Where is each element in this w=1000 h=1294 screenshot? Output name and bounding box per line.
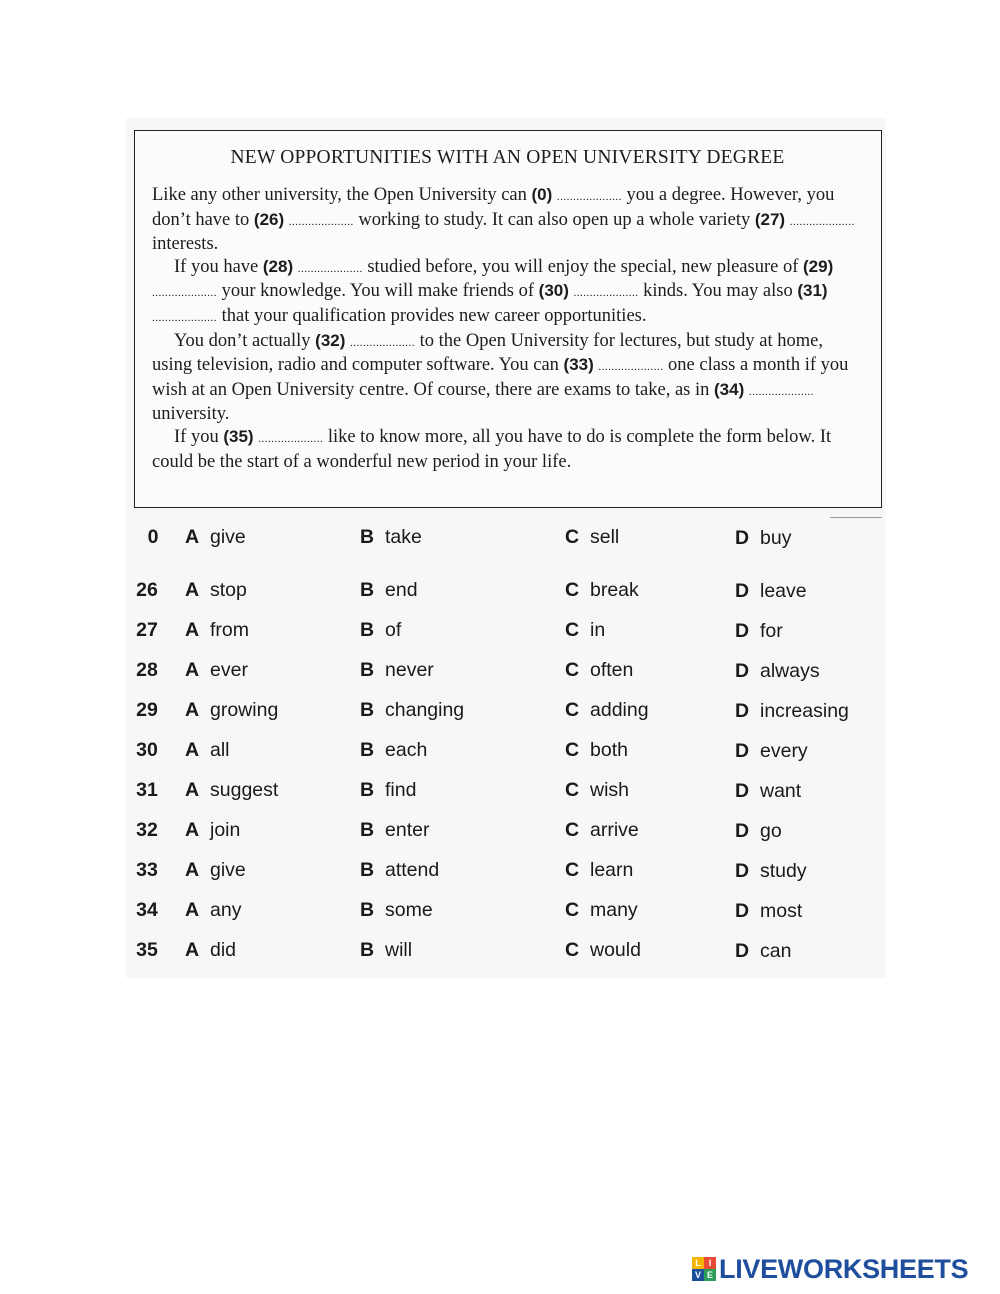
option-c[interactable]: C arrive — [565, 819, 639, 841]
passage-box — [134, 130, 882, 508]
options-row-26 — [126, 579, 886, 609]
option-c[interactable]: C wish — [565, 779, 630, 801]
option-a[interactable]: A did — [185, 939, 237, 961]
option-d[interactable]: D leave — [735, 580, 807, 602]
option-d[interactable]: D for — [735, 620, 783, 642]
option-d[interactable]: D every — [735, 740, 808, 762]
option-a[interactable]: A stop — [185, 579, 247, 601]
option-d[interactable]: D can — [735, 940, 792, 962]
question-number: 33 — [136, 859, 158, 881]
paragraph-3: You don’t actually (32) .................... to the Open University for lectures, but study at home, using television, radio and computer software. You can (33) .................... one class a month if you wish at an Open University centre. Of course, there are exams to take, as in (34) .................... university. — [152, 330, 849, 425]
question-number: 31 — [136, 779, 158, 801]
option-c[interactable]: C both — [565, 739, 628, 761]
gap-33[interactable]: .................... — [598, 361, 664, 374]
options-row-30 — [126, 739, 886, 769]
option-d[interactable]: D increasing — [735, 700, 849, 722]
gap-number-32: (32) — [315, 330, 346, 350]
liveworksheets-logo-icon: L I V E — [692, 1257, 716, 1281]
option-a[interactable]: A ever — [185, 659, 248, 681]
option-d[interactable]: D always — [735, 660, 820, 682]
gap-number-35: (35) — [223, 426, 254, 446]
question-number: 27 — [136, 619, 158, 641]
gap-34[interactable]: .................... — [748, 385, 814, 398]
question-number: 30 — [136, 739, 158, 761]
option-a[interactable]: A all — [185, 739, 230, 761]
options-row-35 — [126, 939, 886, 969]
option-c[interactable]: C learn — [565, 859, 634, 881]
option-c[interactable]: C would — [565, 939, 641, 961]
option-b[interactable]: B will — [360, 939, 413, 961]
option-b[interactable]: B some — [360, 899, 433, 921]
option-b[interactable]: B find — [360, 779, 417, 801]
options-row-28 — [126, 659, 886, 689]
option-b[interactable]: B changing — [360, 699, 465, 721]
options-row-32 — [126, 819, 886, 849]
liveworksheets-logo[interactable] — [692, 1253, 968, 1285]
option-c[interactable]: C in — [565, 619, 606, 641]
gap-29[interactable]: .................... — [152, 287, 217, 300]
question-number: 28 — [136, 659, 158, 681]
gap-number-33: (33) — [563, 355, 594, 375]
gap-number-29: (29) — [803, 256, 834, 276]
option-a[interactable]: A join — [185, 819, 241, 841]
gap-number-31: (31) — [797, 281, 828, 301]
question-number: 35 — [136, 939, 158, 961]
divider-line — [830, 517, 882, 518]
gap-35[interactable]: .................... — [258, 432, 324, 445]
question-number: 29 — [136, 699, 158, 721]
options-row-29 — [126, 699, 886, 729]
option-a[interactable]: A any — [185, 899, 242, 921]
option-d[interactable]: D most — [735, 900, 803, 922]
gap-number-28: (28) — [262, 256, 294, 276]
option-d[interactable]: D go — [735, 820, 782, 842]
gap-30[interactable]: .................... — [573, 287, 639, 300]
passage-title: NEW OPPORTUNITIES WITH AN OPEN UNIVERSITY DEGREE — [230, 147, 785, 168]
question-number: 34 — [136, 899, 158, 921]
gap-28[interactable]: .................... — [297, 262, 363, 275]
gap-0[interactable]: .................... — [556, 191, 622, 203]
paragraph-4: If you (35) .................... like to know more, all you have to do is complete the form below. It could be the start of a wonderful new period in your life. — [152, 426, 832, 472]
gap-number-27: (27) — [754, 209, 786, 229]
logo-text: LIVEWORKSHEETS — [719, 1253, 969, 1284]
option-c[interactable]: C many — [565, 899, 638, 921]
question-number: 32 — [136, 819, 158, 841]
option-a[interactable]: A suggest — [185, 779, 279, 801]
option-b[interactable]: B enter — [360, 819, 430, 841]
option-d[interactable]: D study — [735, 860, 807, 882]
paragraph-1: Like any other university, the Open University can (0) .................... you a degree. However, you don’t have to (26) .................... working to study. It can also open up a whole variety (27) .................... interests. — [152, 185, 855, 255]
option-a[interactable]: A give — [185, 859, 246, 881]
option-d[interactable]: D buy — [735, 527, 792, 549]
option-a[interactable]: A growing — [185, 699, 279, 721]
options-row-34 — [126, 899, 886, 929]
option-b[interactable]: B attend — [360, 859, 440, 881]
paragraph-2: If you have (28) .................... studied before, you will enjoy the special, new pleasure of (29) .................... your knowledge. You will make friends of (30) .................... kinds. You may also (31) .................... that your qualification provides new career opportunities. — [152, 256, 834, 326]
option-c[interactable]: C adding — [565, 699, 649, 721]
option-b[interactable]: B end — [360, 579, 418, 601]
gap-number-30: (30) — [538, 281, 569, 301]
gap-32[interactable]: .................... — [350, 336, 416, 349]
options-row-0 — [126, 526, 886, 556]
option-b[interactable]: B never — [360, 659, 434, 681]
options-row-33 — [126, 859, 886, 889]
gap-26[interactable]: .................... — [288, 215, 354, 228]
gap-31[interactable]: .................... — [152, 311, 217, 324]
option-b[interactable]: B each — [360, 739, 428, 761]
question-number: 26 — [136, 579, 158, 601]
gap-27[interactable]: .................... — [789, 215, 855, 228]
option-b[interactable]: B of — [360, 619, 402, 641]
options-row-27 — [126, 619, 886, 649]
gap-number-34: (34) — [714, 379, 745, 399]
option-a[interactable]: A from — [185, 619, 249, 641]
option-a[interactable]: A give — [185, 526, 246, 548]
option-b[interactable]: B take — [360, 526, 422, 548]
gap-number-26: (26) — [253, 209, 285, 229]
option-c[interactable]: C break — [565, 579, 639, 601]
option-c[interactable]: C often — [565, 659, 634, 681]
options-row-31 — [126, 779, 886, 809]
option-d[interactable]: D want — [735, 780, 802, 802]
option-c[interactable]: C sell — [565, 526, 620, 548]
question-number: 0 — [147, 526, 159, 548]
gap-number-0: (0) — [531, 185, 553, 204]
